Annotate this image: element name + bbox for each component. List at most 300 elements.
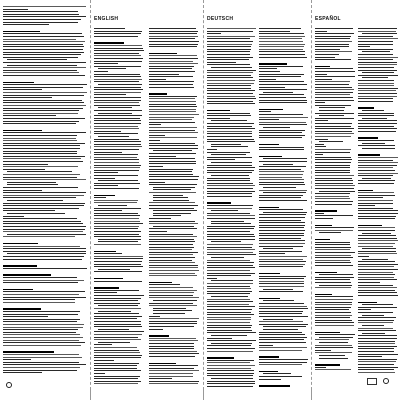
text-line bbox=[149, 84, 193, 85]
text-line bbox=[259, 190, 307, 191]
panel-3 bbox=[205, 0, 310, 400]
text-line bbox=[94, 167, 140, 168]
text-line bbox=[94, 55, 141, 56]
text-line bbox=[207, 265, 253, 266]
text-line bbox=[358, 70, 397, 71]
text-line bbox=[94, 300, 138, 301]
crop-mark bbox=[203, 388, 204, 400]
text-line bbox=[358, 295, 398, 296]
text-line bbox=[94, 178, 115, 179]
text-line bbox=[207, 126, 252, 127]
text-line bbox=[149, 119, 192, 120]
text-line bbox=[207, 59, 249, 60]
text-line bbox=[358, 46, 370, 47]
text-line bbox=[315, 36, 351, 37]
text-line bbox=[94, 244, 141, 245]
text-line bbox=[149, 318, 199, 319]
text-line bbox=[315, 68, 353, 69]
text-line bbox=[3, 316, 48, 317]
text-line bbox=[3, 49, 83, 50]
text-line bbox=[94, 334, 142, 335]
text-line bbox=[149, 346, 194, 347]
text-line bbox=[259, 256, 307, 257]
text-line bbox=[149, 305, 197, 306]
text-line bbox=[149, 228, 197, 229]
text-line bbox=[3, 46, 84, 47]
text-line bbox=[153, 189, 191, 190]
text-line bbox=[3, 210, 55, 211]
text-line bbox=[3, 327, 83, 328]
text-line bbox=[149, 148, 198, 149]
text-line bbox=[3, 113, 78, 114]
text-line bbox=[259, 79, 276, 80]
text-line bbox=[94, 128, 139, 129]
text-line bbox=[315, 97, 353, 98]
text-line bbox=[259, 376, 302, 377]
text-line bbox=[315, 339, 349, 340]
text-line bbox=[259, 235, 304, 236]
text-line bbox=[259, 207, 279, 208]
text-line bbox=[259, 225, 305, 226]
text-line bbox=[149, 265, 198, 266]
text-line bbox=[94, 308, 141, 309]
text-line bbox=[94, 61, 142, 62]
text-line bbox=[315, 252, 355, 253]
text-line bbox=[3, 294, 79, 295]
text-line bbox=[207, 193, 252, 194]
text-line bbox=[259, 179, 304, 180]
text-line bbox=[3, 297, 86, 298]
text-line bbox=[94, 357, 141, 358]
text-line bbox=[7, 65, 77, 66]
text-line bbox=[315, 74, 327, 75]
text-line bbox=[94, 381, 141, 382]
text-line bbox=[94, 188, 139, 189]
text-line bbox=[315, 157, 351, 158]
text-line bbox=[94, 102, 139, 103]
text-line bbox=[149, 38, 195, 39]
panel-2-title: ENGLISH bbox=[94, 16, 119, 22]
text-line bbox=[358, 192, 394, 193]
text-line bbox=[315, 46, 349, 47]
text-line bbox=[149, 365, 198, 366]
text-line bbox=[207, 85, 251, 86]
text-line bbox=[207, 98, 256, 99]
text-line bbox=[207, 299, 250, 300]
text-line bbox=[259, 132, 302, 133]
text-line bbox=[98, 269, 130, 270]
text-line bbox=[207, 183, 253, 184]
text-line bbox=[315, 255, 351, 256]
text-line bbox=[259, 114, 303, 115]
text-line bbox=[315, 81, 350, 82]
text-line bbox=[358, 183, 394, 184]
text-line bbox=[358, 175, 393, 176]
text-line bbox=[94, 162, 139, 163]
text-line bbox=[149, 292, 194, 293]
text-line bbox=[358, 317, 396, 318]
text-line bbox=[315, 320, 352, 321]
text-line bbox=[211, 120, 247, 121]
text-line bbox=[149, 262, 195, 263]
text-line bbox=[94, 202, 137, 203]
text-line bbox=[149, 368, 194, 369]
text-line bbox=[7, 59, 67, 60]
text-line bbox=[7, 253, 86, 254]
text-line bbox=[149, 335, 169, 336]
text-line bbox=[358, 49, 393, 50]
text-line bbox=[3, 62, 86, 63]
text-line bbox=[259, 137, 302, 138]
text-line bbox=[149, 234, 193, 235]
text-line bbox=[358, 98, 393, 99]
text-line bbox=[259, 350, 302, 351]
text-line bbox=[207, 301, 253, 302]
text-line bbox=[207, 373, 254, 374]
text-line bbox=[207, 131, 252, 132]
text-line bbox=[94, 355, 142, 356]
text-line bbox=[3, 367, 80, 368]
text-line bbox=[94, 97, 141, 98]
text-line bbox=[362, 77, 388, 78]
text-line bbox=[149, 297, 199, 298]
text-line bbox=[149, 114, 199, 115]
text-line bbox=[211, 223, 251, 224]
text-line bbox=[259, 356, 279, 357]
text-line bbox=[259, 332, 302, 333]
text-line bbox=[259, 41, 303, 42]
text-line bbox=[7, 184, 58, 185]
text-line bbox=[358, 307, 397, 308]
text-line bbox=[94, 159, 139, 160]
text-line bbox=[207, 254, 256, 255]
text-line bbox=[358, 162, 398, 163]
text-line bbox=[207, 273, 255, 274]
text-line bbox=[3, 140, 77, 141]
text-line bbox=[259, 259, 303, 260]
text-line bbox=[3, 268, 87, 269]
text-line bbox=[149, 351, 197, 352]
text-line bbox=[94, 165, 141, 166]
text-line bbox=[3, 216, 24, 217]
text-line bbox=[149, 184, 197, 185]
text-line bbox=[3, 39, 76, 40]
text-line bbox=[358, 137, 378, 138]
text-line bbox=[3, 314, 78, 315]
text-line bbox=[315, 28, 353, 29]
text-line bbox=[94, 318, 137, 319]
text-line bbox=[3, 161, 83, 162]
fold-line-1 bbox=[90, 0, 91, 400]
text-line bbox=[3, 57, 78, 58]
text-line bbox=[3, 70, 77, 71]
text-line bbox=[3, 177, 77, 178]
text-line bbox=[3, 337, 83, 338]
text-line bbox=[259, 46, 304, 47]
text-line bbox=[259, 334, 305, 335]
text-line bbox=[3, 166, 78, 167]
text-line bbox=[207, 325, 252, 326]
text-line bbox=[362, 118, 387, 119]
text-line bbox=[207, 312, 251, 313]
text-line bbox=[3, 205, 84, 206]
text-line bbox=[207, 332, 256, 333]
text-line bbox=[207, 375, 253, 376]
text-line bbox=[153, 150, 192, 151]
text-line bbox=[3, 9, 28, 10]
text-line bbox=[153, 195, 183, 196]
text-line bbox=[211, 175, 249, 176]
text-line bbox=[315, 196, 349, 197]
text-line bbox=[315, 113, 354, 114]
text-line bbox=[315, 332, 340, 333]
text-line bbox=[207, 244, 253, 245]
text-line bbox=[94, 74, 140, 75]
text-line bbox=[358, 361, 396, 362]
text-line bbox=[207, 236, 255, 237]
text-line bbox=[207, 70, 256, 71]
text-line bbox=[94, 66, 141, 67]
text-line bbox=[3, 195, 84, 196]
text-line bbox=[94, 141, 141, 142]
text-line bbox=[207, 31, 253, 32]
text-line bbox=[259, 195, 303, 196]
text-line bbox=[263, 248, 293, 249]
text-line bbox=[358, 367, 398, 368]
panel-1 bbox=[0, 0, 90, 400]
text-line bbox=[153, 187, 195, 188]
text-line bbox=[207, 247, 252, 248]
text-line bbox=[207, 136, 252, 137]
text-line bbox=[315, 123, 352, 124]
text-line bbox=[315, 87, 352, 88]
text-line bbox=[319, 358, 348, 359]
text-line bbox=[149, 218, 171, 219]
text-line bbox=[94, 313, 139, 314]
text-line bbox=[3, 52, 84, 53]
text-line bbox=[207, 260, 250, 261]
text-line bbox=[315, 272, 337, 273]
text-line bbox=[259, 347, 307, 348]
text-line bbox=[207, 36, 255, 37]
text-line bbox=[358, 123, 397, 124]
text-line bbox=[315, 345, 352, 346]
text-line bbox=[315, 299, 353, 300]
text-line bbox=[207, 340, 256, 341]
text-line bbox=[94, 210, 122, 211]
text-line bbox=[358, 264, 398, 265]
text-line bbox=[259, 200, 307, 201]
text-line bbox=[259, 276, 306, 277]
text-line bbox=[94, 87, 141, 88]
text-line bbox=[263, 192, 306, 193]
text-line bbox=[315, 315, 352, 316]
text-line bbox=[94, 48, 143, 49]
text-line bbox=[94, 200, 138, 201]
text-line bbox=[149, 370, 199, 371]
text-line bbox=[315, 249, 350, 250]
text-line bbox=[358, 31, 396, 32]
text-line bbox=[3, 197, 76, 198]
text-line bbox=[149, 249, 192, 250]
text-line bbox=[94, 45, 142, 46]
text-line bbox=[149, 295, 193, 296]
text-line bbox=[259, 94, 304, 95]
text-line bbox=[3, 226, 86, 227]
text-line bbox=[149, 326, 194, 327]
text-line bbox=[207, 133, 252, 134]
text-line bbox=[3, 243, 38, 244]
text-line bbox=[3, 340, 79, 341]
text-line bbox=[358, 292, 397, 293]
text-line bbox=[259, 63, 287, 64]
crop-mark bbox=[311, 388, 312, 400]
text-line bbox=[315, 170, 350, 171]
text-line bbox=[3, 92, 87, 93]
text-line bbox=[211, 146, 248, 147]
text-line bbox=[3, 67, 86, 68]
text-line bbox=[207, 309, 252, 310]
text-line bbox=[315, 287, 351, 288]
text-line bbox=[149, 252, 198, 253]
text-line bbox=[259, 87, 285, 88]
text-line bbox=[149, 74, 179, 75]
text-line bbox=[94, 264, 141, 265]
text-line bbox=[149, 33, 197, 34]
text-line bbox=[211, 335, 247, 336]
text-line bbox=[207, 208, 252, 209]
text-line bbox=[207, 172, 252, 173]
text-line bbox=[259, 38, 302, 39]
text-line bbox=[358, 41, 393, 42]
text-line bbox=[358, 62, 397, 63]
text-line bbox=[358, 338, 397, 339]
text-line bbox=[358, 341, 395, 342]
text-line bbox=[149, 87, 194, 88]
text-line bbox=[149, 137, 197, 138]
text-line bbox=[3, 345, 81, 346]
text-line bbox=[94, 295, 144, 296]
text-line bbox=[94, 63, 118, 64]
text-line bbox=[259, 84, 307, 85]
text-line bbox=[149, 257, 195, 258]
text-line bbox=[207, 386, 253, 387]
text-line bbox=[358, 359, 397, 360]
text-line bbox=[207, 123, 254, 124]
text-line bbox=[3, 135, 77, 136]
text-line bbox=[259, 74, 304, 75]
text-line bbox=[3, 82, 34, 83]
text-line bbox=[94, 292, 117, 293]
text-line bbox=[149, 244, 193, 245]
text-line bbox=[94, 154, 138, 155]
text-line bbox=[358, 208, 393, 209]
text-line bbox=[315, 149, 351, 150]
text-line bbox=[207, 167, 255, 168]
text-line bbox=[207, 205, 253, 206]
text-line bbox=[3, 158, 81, 159]
text-line bbox=[3, 95, 84, 96]
text-line bbox=[207, 249, 255, 250]
text-line bbox=[3, 121, 79, 122]
text-line bbox=[3, 115, 56, 116]
text-line bbox=[207, 381, 255, 382]
text-line bbox=[259, 135, 305, 136]
text-line bbox=[207, 49, 251, 50]
text-line bbox=[259, 339, 304, 340]
text-line bbox=[362, 33, 397, 34]
crop-mark bbox=[90, 388, 91, 400]
text-line bbox=[259, 57, 307, 58]
text-line bbox=[358, 85, 394, 86]
text-line bbox=[259, 261, 306, 262]
text-line bbox=[358, 256, 369, 257]
text-line bbox=[358, 145, 395, 146]
text-line bbox=[3, 280, 84, 281]
text-line bbox=[259, 220, 301, 221]
text-line bbox=[94, 185, 118, 186]
text-line bbox=[358, 180, 395, 181]
text-line bbox=[358, 312, 393, 313]
text-line bbox=[3, 308, 41, 309]
text-line bbox=[3, 72, 79, 73]
text-line bbox=[315, 367, 326, 368]
text-line bbox=[149, 61, 193, 62]
text-line bbox=[315, 218, 333, 219]
text-line bbox=[358, 274, 395, 275]
text-line bbox=[98, 84, 142, 85]
text-line bbox=[362, 72, 394, 73]
text-line bbox=[315, 139, 328, 140]
text-line bbox=[211, 67, 252, 68]
text-line bbox=[207, 185, 255, 186]
text-line bbox=[315, 133, 354, 134]
text-line bbox=[362, 143, 385, 144]
text-line bbox=[3, 156, 85, 157]
panel-4 bbox=[313, 0, 400, 400]
text-line bbox=[94, 79, 142, 80]
text-line bbox=[259, 214, 306, 215]
text-line bbox=[358, 67, 394, 68]
text-line bbox=[259, 240, 305, 241]
text-line bbox=[358, 272, 393, 273]
text-line bbox=[149, 348, 194, 349]
text-line bbox=[315, 180, 353, 181]
text-line bbox=[315, 105, 351, 106]
text-line bbox=[207, 351, 253, 352]
text-line bbox=[263, 187, 296, 188]
text-line bbox=[7, 182, 56, 183]
text-line bbox=[259, 122, 306, 123]
text-line bbox=[94, 373, 105, 374]
text-line bbox=[94, 105, 140, 106]
text-line bbox=[207, 54, 250, 55]
text-line bbox=[358, 113, 394, 114]
text-line bbox=[358, 346, 397, 347]
text-line bbox=[207, 191, 255, 192]
text-line bbox=[94, 352, 140, 353]
text-line bbox=[319, 107, 345, 108]
text-line bbox=[3, 6, 86, 7]
text-line bbox=[94, 350, 139, 351]
text-line bbox=[358, 309, 371, 310]
text-line bbox=[259, 36, 305, 37]
text-line bbox=[149, 111, 196, 112]
text-line bbox=[315, 334, 355, 335]
text-line bbox=[149, 282, 172, 283]
text-line bbox=[315, 244, 350, 245]
text-line bbox=[94, 183, 140, 184]
